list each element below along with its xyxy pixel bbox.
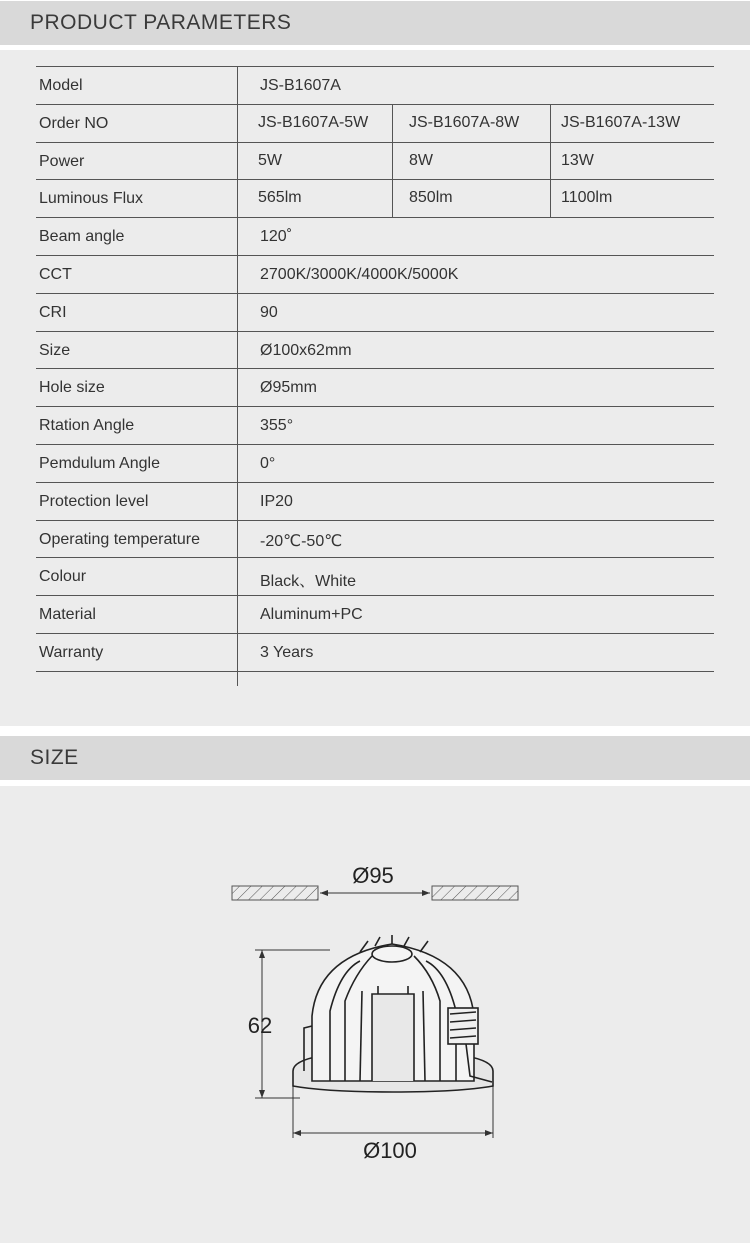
table-row bbox=[36, 407, 714, 445]
order-no-13w: JS-B1607A-13W bbox=[561, 113, 681, 131]
downlight-illustration bbox=[293, 935, 493, 1092]
row-value: 355° bbox=[260, 417, 294, 435]
parameters-panel bbox=[0, 50, 750, 726]
flux-5w: 565lm bbox=[258, 189, 302, 207]
section-title: PRODUCT PARAMETERS bbox=[30, 11, 292, 34]
row-value: 0° bbox=[260, 454, 276, 472]
product-parameters-header bbox=[0, 1, 750, 45]
top-cap bbox=[372, 946, 412, 962]
row-value: 90 bbox=[260, 303, 278, 321]
row-label: Power bbox=[39, 152, 85, 170]
table-row bbox=[36, 332, 714, 370]
arrow-head-icon bbox=[259, 1090, 265, 1098]
row-value: Ø100x62mm bbox=[260, 341, 352, 359]
table-row bbox=[36, 294, 714, 332]
row-label: Model bbox=[39, 77, 83, 94]
power-8w: 8W bbox=[409, 151, 433, 169]
row-label: Hole size bbox=[39, 379, 105, 397]
table-row bbox=[36, 483, 714, 521]
table-row-order-no bbox=[36, 105, 714, 143]
table-row bbox=[36, 558, 714, 596]
table-row bbox=[36, 634, 714, 672]
diameter-dim-label: Ø100 bbox=[363, 1138, 417, 1163]
dimension-drawing bbox=[0, 786, 750, 1243]
row-label: Luminous Flux bbox=[39, 190, 144, 208]
row-label: Beam angle bbox=[39, 228, 125, 246]
parameters-table bbox=[36, 66, 714, 672]
arrow-head-icon bbox=[485, 1130, 493, 1136]
order-no-5w: JS-B1607A-5W bbox=[258, 113, 369, 131]
row-label: Order NO bbox=[39, 114, 109, 132]
row-label: Size bbox=[39, 341, 71, 359]
cell-divider bbox=[550, 143, 551, 181]
table-row bbox=[36, 218, 714, 256]
table-rows bbox=[36, 218, 714, 672]
size-header bbox=[0, 736, 750, 780]
size-panel bbox=[0, 786, 750, 1243]
table-row bbox=[36, 596, 714, 634]
row-label: Material bbox=[39, 606, 96, 624]
order-no-8w: JS-B1607A-8W bbox=[409, 113, 520, 131]
cell-divider bbox=[550, 105, 551, 143]
power-13w: 13W bbox=[561, 151, 594, 169]
table-row-luminous-flux bbox=[36, 180, 714, 218]
row-value: 3 Years bbox=[260, 643, 314, 661]
ceiling-right-hatch bbox=[432, 886, 518, 900]
flux-8w: 850lm bbox=[409, 189, 453, 207]
cell-divider bbox=[392, 143, 393, 181]
power-5w: 5W bbox=[258, 151, 282, 169]
hole-dim-label: Ø95 bbox=[352, 863, 394, 888]
table-row bbox=[36, 256, 714, 294]
table-row-model bbox=[36, 67, 714, 105]
table-row bbox=[36, 521, 714, 559]
section-title: SIZE bbox=[30, 746, 79, 769]
row-label: Warranty bbox=[39, 643, 104, 661]
row-label: CRI bbox=[39, 303, 67, 321]
row-label: Operating temperature bbox=[39, 530, 200, 548]
row-label: Rtation Angle bbox=[39, 417, 135, 435]
height-dim-label: 62 bbox=[247, 1013, 273, 1038]
ceiling-left-hatch bbox=[232, 886, 318, 900]
row-value: 2700K/3000K/4000K/5000K bbox=[260, 265, 459, 283]
arrow-head-icon bbox=[422, 890, 430, 896]
row-label: Colour bbox=[39, 568, 87, 586]
cell-divider bbox=[392, 105, 393, 143]
row-value: Aluminum+PC bbox=[260, 606, 363, 624]
cell-divider bbox=[550, 180, 551, 218]
arrow-head-icon bbox=[293, 1130, 301, 1136]
row-value: Ø95mm bbox=[260, 379, 317, 397]
cell-divider bbox=[392, 180, 393, 218]
table-row bbox=[36, 445, 714, 483]
row-value: -20℃-50℃ bbox=[260, 532, 343, 550]
table-row bbox=[36, 369, 714, 407]
arrow-head-icon bbox=[320, 890, 328, 896]
row-value: 120˚ bbox=[260, 228, 293, 246]
flux-13w: 1100lm bbox=[561, 189, 613, 207]
row-label: Protection level bbox=[39, 492, 149, 510]
row-label: CCT bbox=[39, 265, 72, 283]
arrow-head-icon bbox=[259, 950, 265, 958]
table-row-power bbox=[36, 143, 714, 181]
row-value: Black、White bbox=[260, 573, 357, 591]
row-value: IP20 bbox=[260, 492, 293, 510]
row-label: Pemdulum Angle bbox=[39, 454, 160, 472]
reflector bbox=[372, 994, 414, 1081]
row-value: JS-B1607A bbox=[260, 77, 341, 94]
